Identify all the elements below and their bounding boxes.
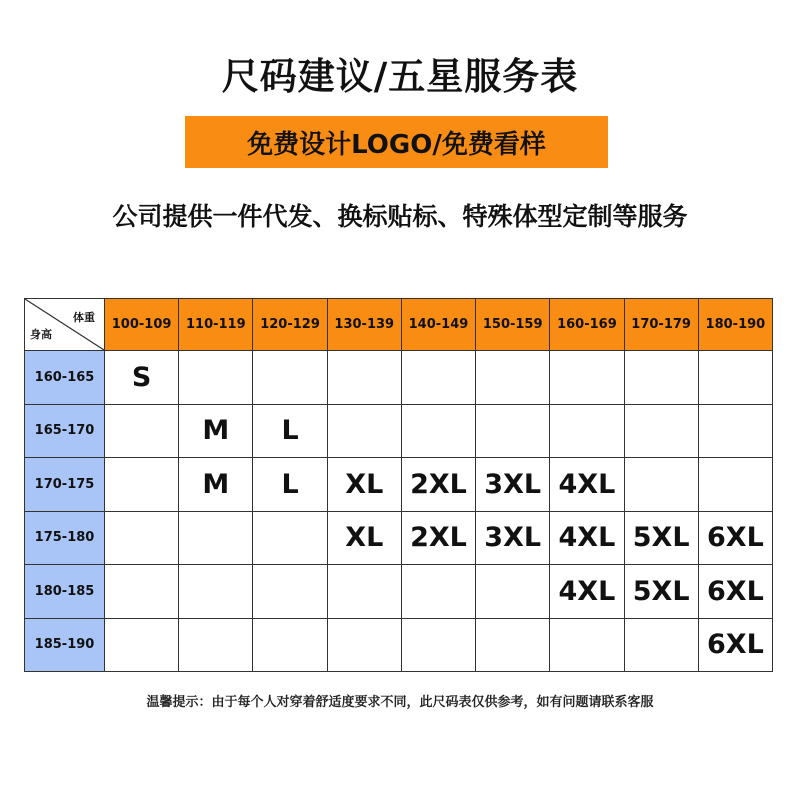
size-cell [698,404,772,458]
size-cell [624,351,698,405]
tip-note: 温馨提示：由于每个人对穿着舒适度要求不同，此尺码表仅供参考，如有问题请联系客服 [146,695,654,710]
size-cell [253,565,327,619]
size-cell [476,565,550,619]
size-cell [105,565,179,619]
size-cell [550,404,624,458]
size-table [24,298,773,672]
weight-range-header: 180-190 [698,299,772,351]
size-cell [253,618,327,672]
size-cell [327,565,401,619]
height-range-header: 185-190 [25,618,105,672]
size-cell [105,404,179,458]
size-cell [179,565,253,619]
weight-range-header: 110-119 [179,299,253,351]
size-cell: L [253,404,327,458]
size-cell [179,351,253,405]
size-cell: 3XL [476,511,550,565]
table-row [25,351,773,405]
free-design-banner: 免费设计LOGO/免费看样 [185,116,608,168]
size-cell: 4XL [550,458,624,512]
size-cell [179,511,253,565]
size-cell [105,618,179,672]
size-cell: M [179,404,253,458]
weight-range-header: 170-179 [624,299,698,351]
height-range-header: 175-180 [25,511,105,565]
page-title: 尺码建议/五星服务表 [221,55,579,98]
size-cell: 2XL [401,458,475,512]
weight-range-header: 120-129 [253,299,327,351]
weight-range-header: 150-159 [476,299,550,351]
size-cell: 6XL [698,511,772,565]
size-cell [327,618,401,672]
size-cell: 3XL [476,458,550,512]
services-text: 公司提供一件代发、换标贴标、特殊体型定制等服务 [112,202,688,231]
size-cell [550,618,624,672]
height-range-header: 180-185 [25,565,105,619]
size-cell: 5XL [624,565,698,619]
size-cell: S [105,351,179,405]
table-row [25,565,773,619]
size-cell [401,351,475,405]
size-cell [105,511,179,565]
size-cell [401,565,475,619]
size-cell [401,404,475,458]
size-cell: 6XL [698,618,772,672]
table-row [25,404,773,458]
height-range-header: 170-175 [25,458,105,512]
weight-header-row [25,299,773,351]
size-cell: 4XL [550,565,624,619]
table-row [25,511,773,565]
size-cell [476,404,550,458]
size-cell [624,404,698,458]
size-cell: M [179,458,253,512]
size-cell: 6XL [698,565,772,619]
weight-range-header: 100-109 [105,299,179,351]
size-cell: 2XL [401,511,475,565]
size-cell [550,351,624,405]
size-cell [476,618,550,672]
weight-range-header: 140-149 [401,299,475,351]
height-range-header: 160-165 [25,351,105,405]
size-cell [253,511,327,565]
size-cell [179,618,253,672]
table-row [25,458,773,512]
size-cell: L [253,458,327,512]
size-cell [476,351,550,405]
table-corner-cell [25,299,105,351]
size-cell [401,618,475,672]
table-row [25,618,773,672]
size-cell [253,351,327,405]
weight-label: 体重 [73,311,95,324]
height-range-header: 165-170 [25,404,105,458]
size-cell [327,404,401,458]
size-cell: XL [327,511,401,565]
size-cell [624,618,698,672]
size-cell [624,458,698,512]
size-cell [327,351,401,405]
weight-range-header: 160-169 [550,299,624,351]
size-cell [698,351,772,405]
size-cell [105,458,179,512]
height-label: 身高 [30,328,52,341]
size-cell: 4XL [550,511,624,565]
size-cell [698,458,772,512]
size-cell: 5XL [624,511,698,565]
weight-range-header: 130-139 [327,299,401,351]
size-cell: XL [327,458,401,512]
